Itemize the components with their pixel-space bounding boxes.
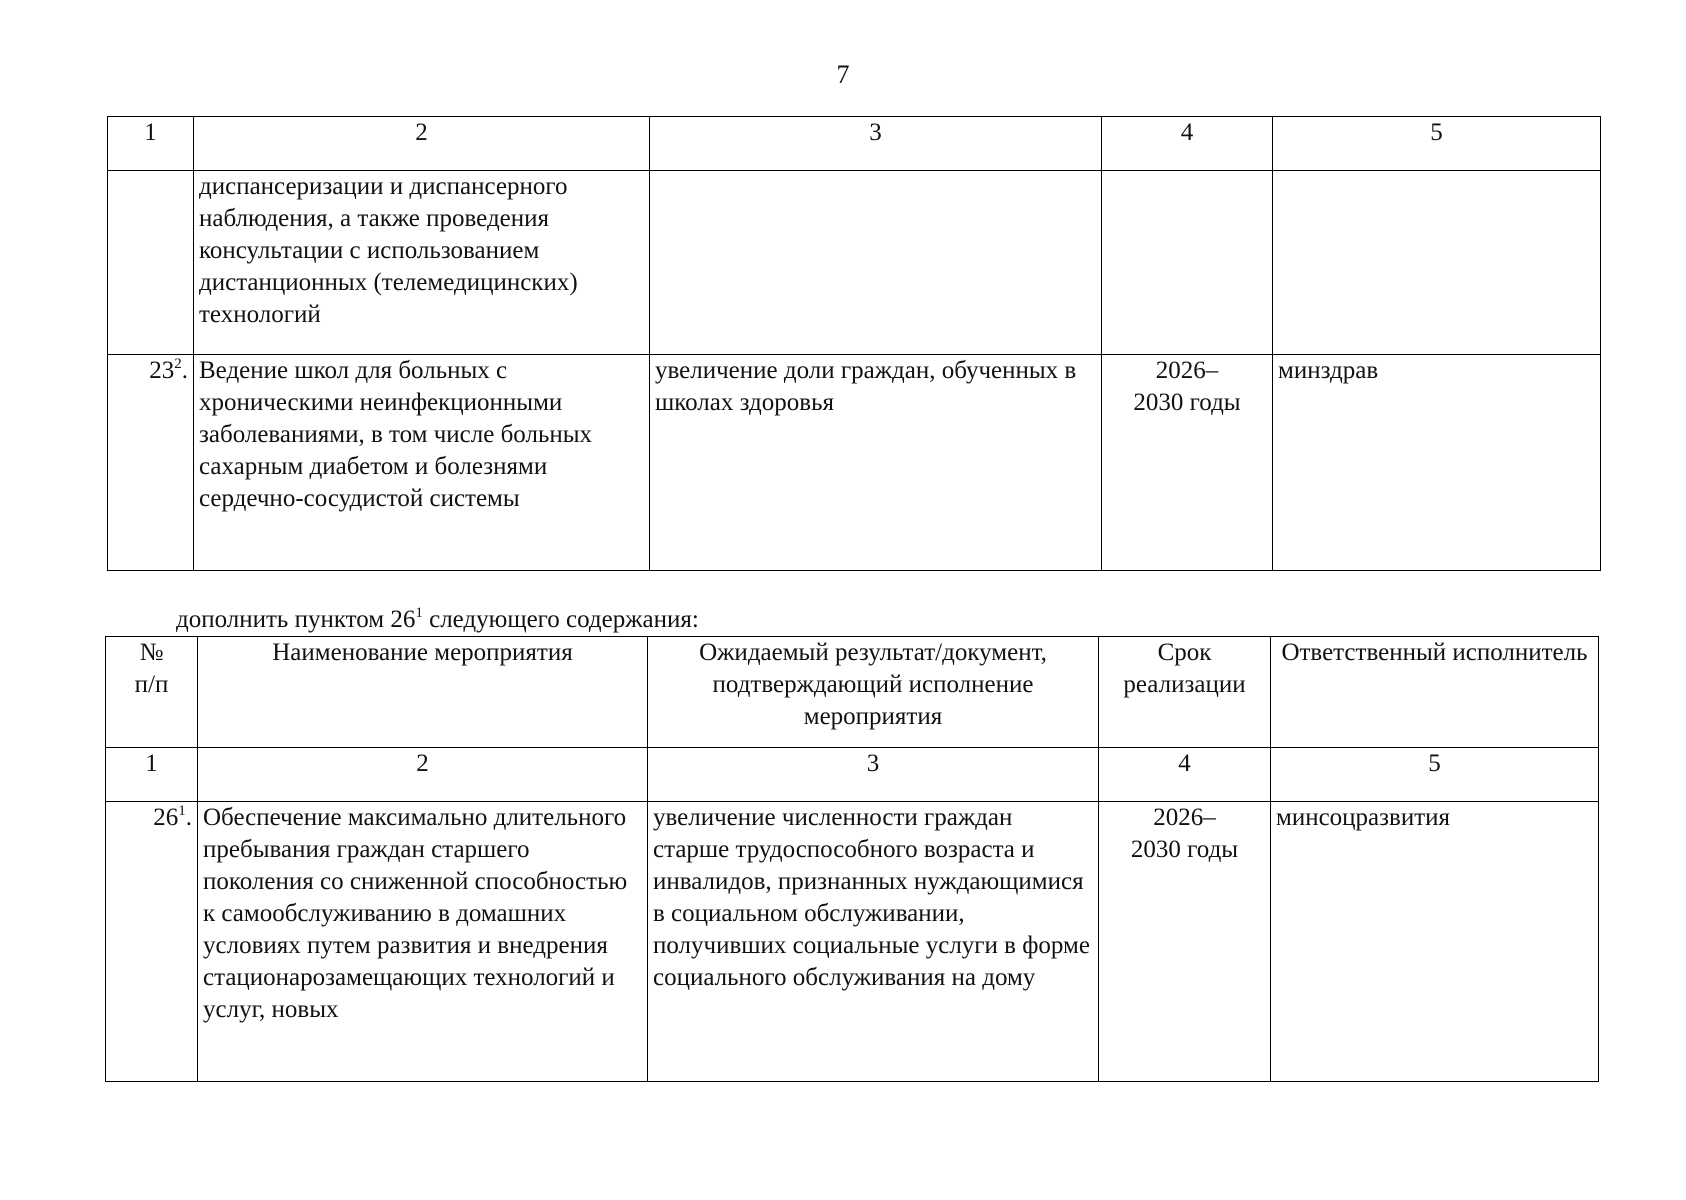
item-number: 23 bbox=[149, 357, 175, 384]
amendment-intro bbox=[176, 604, 699, 636]
column-number: 2 bbox=[198, 748, 648, 802]
header-period: Срок реализации bbox=[1099, 637, 1271, 748]
cell-period bbox=[1099, 802, 1271, 1082]
column-number: 3 bbox=[650, 117, 1102, 171]
measures-table-new-item bbox=[105, 636, 1599, 1082]
intro-text: дополнить пунктом 26 bbox=[176, 606, 416, 633]
column-number: 1 bbox=[108, 117, 194, 171]
cell-result-empty bbox=[650, 171, 1102, 355]
column-number: 5 bbox=[1273, 117, 1601, 171]
header-responsible: Ответственный исполнитель bbox=[1271, 637, 1599, 748]
cell-name: Обеспечение максимально длительного пребывания граждан старшего поколения со сниженной способностью к самообслуживанию в домашних условиях путем развития и внедрения стационарозамещающих технологий и услуг, новых bbox=[198, 802, 648, 1082]
column-number-row bbox=[108, 117, 1601, 171]
cell-responsible: минздрав bbox=[1273, 355, 1601, 571]
column-number: 4 bbox=[1102, 117, 1273, 171]
page-number: 7 bbox=[836, 60, 850, 89]
column-number: 3 bbox=[648, 748, 1099, 802]
table-row-continued bbox=[108, 171, 1601, 355]
cell-result: увеличение численности граждан старше трудоспособного возраста и инвалидов, признанных нуждающимися в социальном обслуживании, получивших социальные услуги в форме социального обслуживания на дому bbox=[648, 802, 1099, 1082]
item-number-superscript: 1 bbox=[178, 803, 186, 819]
column-number: 5 bbox=[1271, 748, 1599, 802]
header-num-symbol: № bbox=[139, 639, 164, 666]
header-result: Ожидаемый результат/документ, подтверждающий исполнение мероприятия bbox=[648, 637, 1099, 748]
column-number: 1 bbox=[106, 748, 198, 802]
item-number: 26 bbox=[153, 804, 179, 831]
item-number-superscript: 2 bbox=[174, 356, 182, 372]
cell-name: диспансеризации и диспансерного наблюдения, а также проведения консультации с использованием дистанционных (телемедицинских) технологий bbox=[194, 171, 650, 355]
header-row bbox=[106, 637, 1599, 748]
period-end: 2030 годы bbox=[1130, 836, 1239, 863]
intro-text-end: следующего содержания: bbox=[422, 606, 699, 633]
cell-responsible: минсоцразвития bbox=[1271, 802, 1599, 1082]
cell-period bbox=[1102, 355, 1273, 571]
cell-responsible-empty bbox=[1273, 171, 1601, 355]
header-num-abbr: п/п bbox=[134, 671, 169, 698]
cell-num-empty bbox=[108, 171, 194, 355]
period-start: 2026– bbox=[1155, 357, 1219, 384]
cell-num bbox=[108, 355, 194, 571]
table-row-26-1 bbox=[106, 802, 1599, 1082]
header-name: Наименование мероприятия bbox=[198, 637, 648, 748]
measures-table-continued bbox=[107, 116, 1601, 571]
cell-name: Ведение школ для больных с хроническими неинфекционными заболеваниями, в том числе больных сахарным диабетом и болезнями сердечно-сосудистой системы bbox=[194, 355, 650, 571]
column-number: 4 bbox=[1099, 748, 1271, 802]
item-number-suffix: . bbox=[185, 804, 192, 831]
cell-result: увеличение доли граждан, обученных в школах здоровья bbox=[650, 355, 1102, 571]
cell-num bbox=[106, 802, 198, 1082]
column-number: 2 bbox=[194, 117, 650, 171]
column-number-row bbox=[106, 748, 1599, 802]
period-end: 2030 годы bbox=[1133, 389, 1241, 416]
table-row-23-2 bbox=[108, 355, 1601, 571]
item-number-suffix: . bbox=[181, 357, 188, 384]
period-start: 2026– bbox=[1153, 804, 1216, 831]
cell-period-empty bbox=[1102, 171, 1273, 355]
header-num bbox=[106, 637, 198, 748]
intro-superscript: 1 bbox=[415, 605, 423, 621]
